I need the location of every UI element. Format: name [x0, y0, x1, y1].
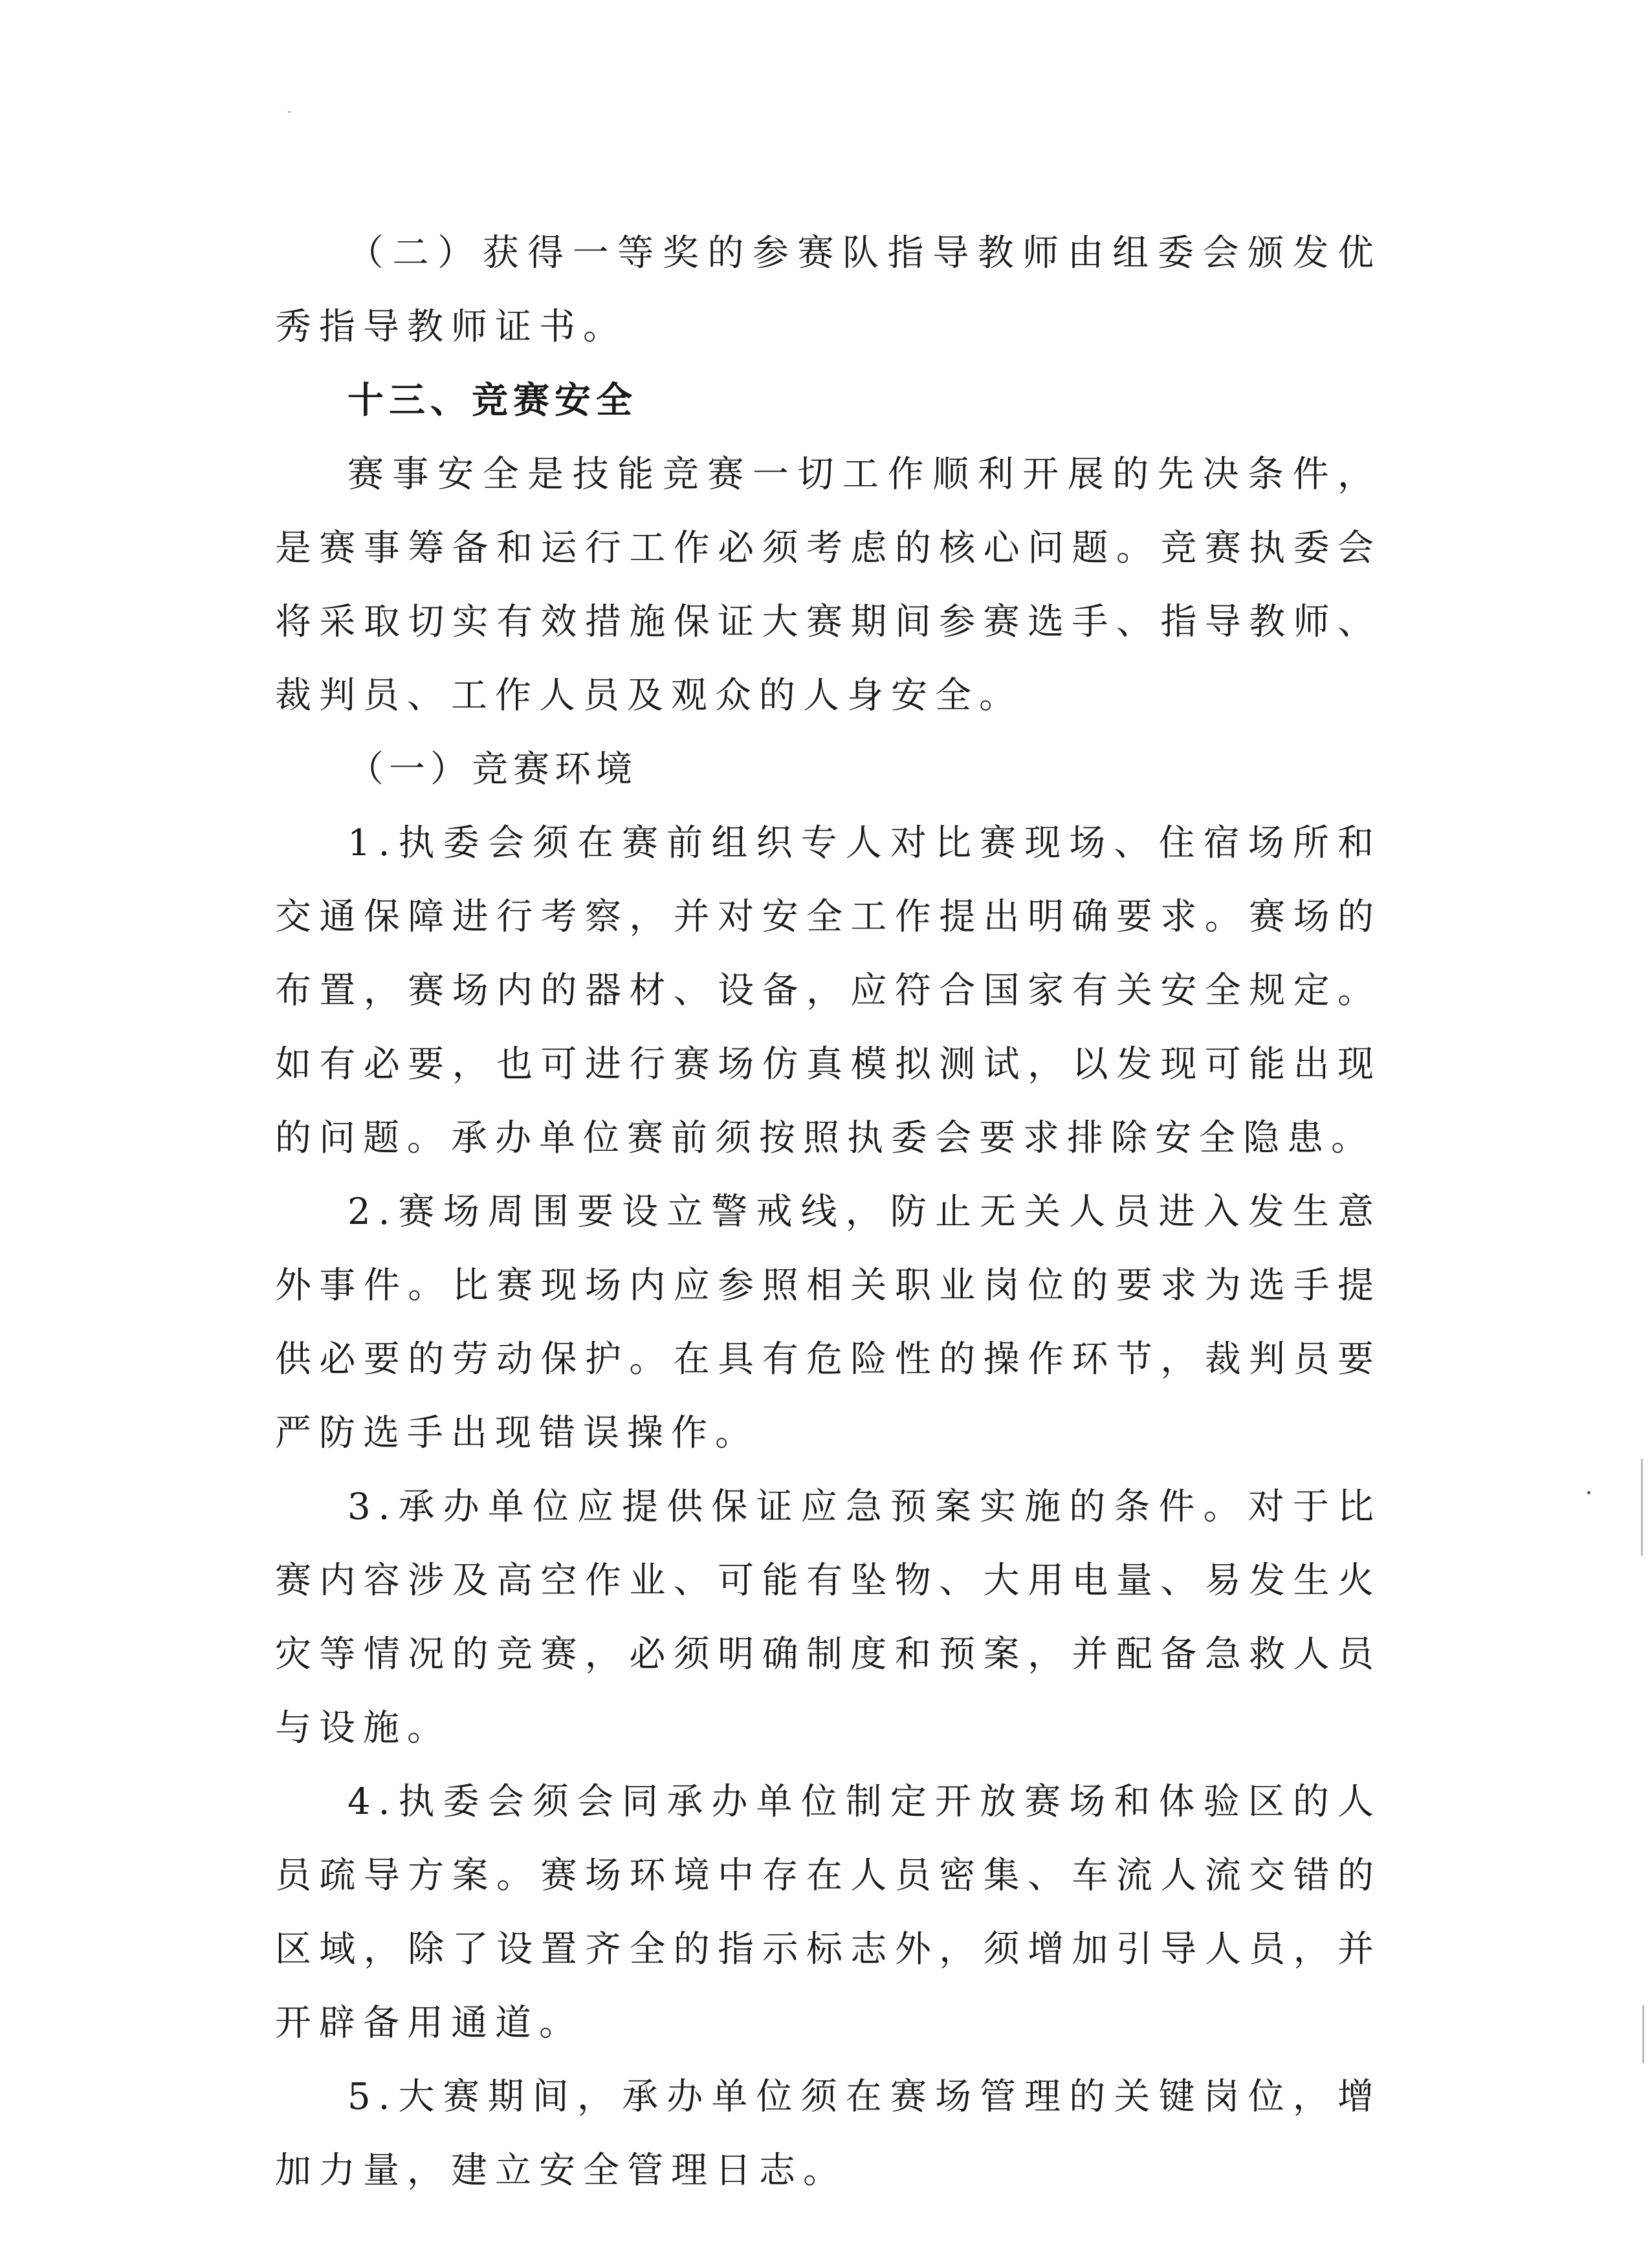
section-heading-competition-safety: 十三、竞赛安全 — [347, 380, 637, 422]
paragraph-item-1: 1.执委会须在赛前组织专人对比赛现场、住宿场所和交通保障进行考察，并对安全工作提出明确要求。赛场的布置，赛场内的器材、设备，应符合国家有关安全规定。如有必要，也可进行赛场仿真模拟测试，以发现可能出现的问题。承办单位赛前须按照执委会要求排除安全隐患。 — [275, 822, 1381, 1159]
scan-speck — [288, 111, 291, 113]
paragraph-safety-overview: 赛事安全是技能竞赛一切工作顺利开展的先决条件，是赛事筹备和运行工作必须考虑的核心问题。竞赛执委会将采取切实有效措施保证大赛期间参赛选手、指导教师、裁判员、工作人员及观众的人身安全。 — [275, 453, 1381, 717]
paragraph-item-4: 4.执委会须会同承办单位制定开放赛场和体验区的人员疏导方案。赛场环境中存在人员密集、车流人流交错的区域，除了设置齐全的指示标志外，须增加引导人员，并开辟备用通道。 — [275, 1781, 1381, 2044]
paragraph-item-5: 5.大赛期间，承办单位须在赛场管理的关键岗位，增加力量，建立安全管理日志。 — [275, 2076, 1381, 2192]
document-body — [275, 217, 1381, 2208]
paragraph-award-certificate: （二）获得一等奖的参赛队指导教师由组委会颁发优秀指导教师证书。 — [275, 232, 1381, 348]
subsection-heading-environment: （一）竞赛环境 — [347, 748, 637, 791]
paragraph-item-2: 2.赛场周围要设立警戒线，防止无关人员进入发生意外事件。比赛现场内应参照相关职业岗位的要求为选手提供必要的劳动保护。在具有危险性的操作环节，裁判员要严防选手出现错误操作。 — [275, 1191, 1381, 1454]
scan-edge-mark — [1641, 1459, 1643, 1556]
paragraph-item-3: 3.承办单位应提供保证应急预案实施的条件。对于比赛内容涉及高空作业、可能有坠物、大用电量、易发生火灾等情况的竞赛，必须明确制度和预案，并配备急救人员与设施。 — [275, 1486, 1381, 1749]
scan-edge-mark — [1642, 2005, 1644, 2064]
scan-speck — [1587, 1491, 1590, 1494]
